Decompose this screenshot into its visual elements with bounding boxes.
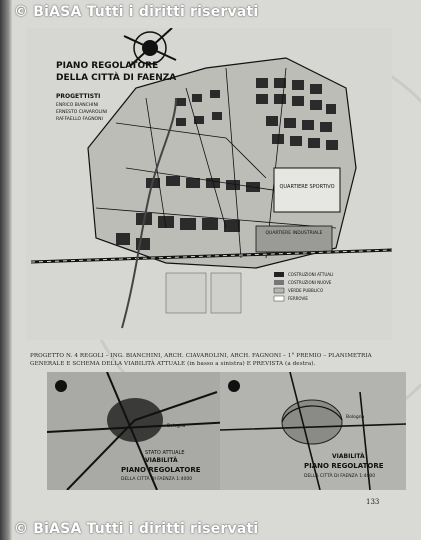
zone-sport-label: QUARTIERE SPORTIVO (279, 184, 335, 190)
sun-icon (55, 380, 67, 392)
legend-item: COSTRUZIONI ATTUALI (288, 272, 334, 277)
current-roads-map (47, 372, 233, 490)
planned-roads-map (220, 372, 406, 490)
map-left-line4: DELLA CITTÀ DI FAENZA 1:4000 (121, 477, 193, 482)
page-number: 133 (366, 498, 380, 506)
sun-icon (228, 380, 240, 392)
map-left-line3: PIANO REGOLATORE (121, 466, 201, 474)
map-label: Bologna (167, 424, 186, 429)
legend-item: COSTRUZIONI NUOVE (288, 280, 332, 285)
map-right-line1: VIABILITÀ (332, 453, 365, 460)
zone-industrial-label: QUARTIERE INDUSTRIALE (265, 231, 323, 236)
designer-1: ENRICO BIANCHINI (56, 103, 99, 108)
figure-caption: PROGETTO N. 4 REGOLI – ING. BIANCHINI, ARCH. CIAVAROLINI, ARCH. FAGNONI – 1° PREMIO – PLANIMETRIA GENERALE E SCHEMA DELLA VIABILITÀ ATTUALE (in basso a sinistra) E PREVISTA (a destra). (30, 353, 372, 367)
designer-3: RAFFAELLO FAGNONI (56, 117, 103, 122)
legend-item: VERDE PUBBLICO (288, 288, 324, 293)
map-left-line2: VIABILITÀ (145, 457, 178, 464)
town-plan-map (26, 28, 392, 340)
watermark-top: © BiASA Tutti i diritti riservati (14, 4, 259, 20)
map-right-line3: DELLA CITTÀ DI FAENZA 1:4000 (304, 474, 376, 479)
book-spine (0, 0, 12, 540)
plan-title-line1: PIANO REGOLATORE (56, 61, 159, 71)
map-right-line2: PIANO REGOLATORE (304, 462, 384, 470)
designer-2: ERNESTO CIAVAROLINI (56, 110, 108, 115)
designers-heading: PROGETTISTI (56, 93, 101, 100)
watermark-bottom: © BiASA Tutti i diritti riservati (14, 521, 259, 537)
legend-item: FERROVIE (288, 296, 308, 301)
map-label: Bologna (346, 415, 365, 420)
map-left-line1: STATO ATTUALE (145, 450, 185, 456)
plan-title-line2: DELLA CITTÀ DI FAENZA (56, 73, 177, 83)
